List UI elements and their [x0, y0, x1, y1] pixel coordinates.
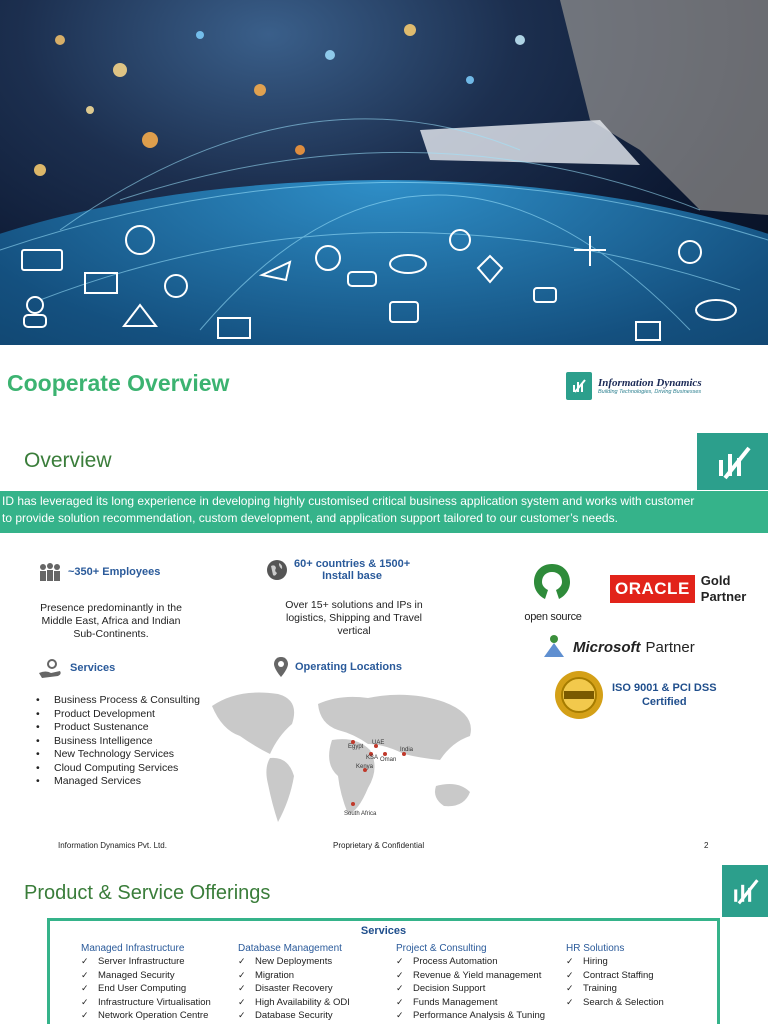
map-pin-icon: [273, 656, 289, 678]
microsoft-partner-icon: [540, 633, 568, 661]
list-item: • Business Intelligence: [36, 735, 200, 749]
desc-line: vertical: [337, 625, 371, 637]
overview-intro: [0, 491, 768, 533]
overview-title: Overview: [24, 449, 112, 472]
list-item: ✓ Training: [566, 982, 664, 996]
desc-line: Sub-Continents.: [73, 628, 149, 640]
countries-label: [294, 558, 410, 582]
list-item: ✓ End User Computing: [81, 982, 211, 996]
desc-line: Presence predominantly in the: [40, 602, 182, 614]
list-item: • Product Sustenance: [36, 721, 200, 735]
list-item: ✓ Hiring: [566, 955, 664, 969]
iso-line: ISO 9001 & PCI DSS: [612, 682, 717, 694]
label-line: 60+ countries & 1500+: [294, 558, 411, 570]
services-box: [47, 918, 720, 1024]
iso-label: [612, 681, 717, 709]
services-label: Services: [70, 662, 116, 674]
map-label: South Africa: [344, 811, 377, 817]
column-head: Project & Consulting: [396, 943, 487, 954]
hero-banner: [0, 0, 768, 345]
open-source-icon: [532, 562, 572, 608]
logo-icon: [566, 372, 592, 400]
map-label: KSA: [366, 755, 379, 761]
list-item: ✓ Contract Staffing: [566, 969, 664, 983]
footer-company: Information Dynamics Pvt. Ltd.: [58, 841, 167, 850]
world-map: [208, 684, 488, 834]
microsoft-tier: Partner: [645, 638, 695, 656]
offerings-title: Product & Service Offerings: [24, 882, 271, 904]
list-item: • Managed Services: [36, 775, 200, 789]
list-item: ✓ Performance Analysis & Tuning: [396, 1009, 545, 1023]
countries-stat: [266, 558, 410, 582]
hero-illustration: [0, 0, 768, 345]
list-item: ✓ Managed Security: [81, 969, 211, 983]
oracle-badge: [610, 573, 746, 605]
column-hr-solutions: [566, 942, 664, 1009]
column-database-management: [238, 942, 350, 1023]
locations-stat: [273, 656, 402, 678]
desc-line: logistics, Shipping and Travel: [286, 612, 422, 624]
map-label: Kenya: [356, 764, 374, 770]
globe-icon: [266, 559, 288, 581]
list-item: ✓ Search & Selection: [566, 996, 664, 1010]
oracle-tier: [701, 573, 747, 605]
desc-line: Over 15+ solutions and IPs in: [285, 599, 423, 611]
list-item: ✓ New Deployments: [238, 955, 350, 969]
list-item: • Business Process & Consulting: [36, 694, 200, 708]
open-source-label: open source: [524, 611, 582, 623]
footer-confidential: Proprietary & Confidential: [333, 841, 425, 850]
tier-line: Gold: [700, 573, 731, 588]
list-item: ✓ High Availability & ODI: [238, 996, 350, 1010]
services-stat: [38, 657, 115, 679]
logo-icon: [697, 433, 768, 490]
list-item: ✓ Funds Management: [396, 996, 545, 1010]
map-label: UAE: [372, 740, 385, 746]
microsoft-badge: [540, 633, 695, 661]
countries-description: [272, 599, 436, 638]
page-title: Cooperate Overview: [7, 370, 230, 396]
services-list: [36, 694, 200, 789]
list-item: • Cloud Computing Services: [36, 762, 200, 776]
list-item: ✓ Revenue & Yield management: [396, 969, 545, 983]
people-icon: [38, 562, 62, 582]
column-managed-infrastructure: [81, 942, 211, 1023]
employees-label: ~350+ Employees: [68, 566, 161, 578]
oracle-logo: ORACLE: [610, 575, 695, 603]
list-item: ✓ Infrastructure Virtualisation: [81, 996, 211, 1010]
tier-line: Partner: [700, 589, 747, 604]
map-label: Egypt: [348, 744, 364, 750]
intro-line: to provide solution recommendation, custom development, and application support tailored to our customer’s needs.: [2, 511, 618, 525]
brand-tagline: Building Technologies, Driving Businesses: [598, 389, 702, 395]
intro-line: ID has leveraged its long experience in developing highly customised critical business application system and works with customer: [2, 494, 695, 508]
label-line: Install base: [322, 570, 383, 582]
column-project-consulting: [396, 942, 545, 1023]
hand-gear-icon: [38, 657, 64, 679]
services-box-title: Services: [360, 925, 407, 937]
employees-stat: [38, 562, 160, 582]
brand-logo: [566, 372, 702, 400]
list-item: ✓ Process Automation: [396, 955, 545, 969]
open-source-logo: [520, 562, 586, 623]
map-label: Oman: [380, 757, 397, 763]
list-item: ✓ Disaster Recovery: [238, 982, 350, 996]
iso-badge: [554, 670, 717, 720]
list-item: • New Technology Services: [36, 748, 200, 762]
gold-seal-icon: [554, 670, 604, 720]
employees-description: [30, 602, 192, 641]
list-item: ✓ Database Security: [238, 1009, 350, 1023]
column-head: HR Solutions: [566, 943, 625, 954]
list-item: ✓ Decision Support: [396, 982, 545, 996]
microsoft-logo: Microsoft: [573, 638, 641, 656]
footer-page-number: 2: [704, 841, 709, 850]
logo-icon: [722, 865, 768, 917]
column-head: Database Management: [238, 943, 342, 954]
brand-name: Information Dynamics: [598, 377, 702, 389]
locations-label: Operating Locations: [295, 661, 402, 673]
list-item: • Product Development: [36, 708, 200, 722]
desc-line: Middle East, Africa and Indian: [41, 615, 181, 627]
list-item: ✓ Network Operation Centre: [81, 1009, 211, 1023]
list-item: ✓ Server Infrastructure: [81, 955, 211, 969]
column-head: Managed Infrastructure: [81, 943, 185, 954]
list-item: ✓ Migration: [238, 969, 350, 983]
map-label: India: [400, 747, 414, 753]
iso-line: Certified: [641, 696, 687, 708]
